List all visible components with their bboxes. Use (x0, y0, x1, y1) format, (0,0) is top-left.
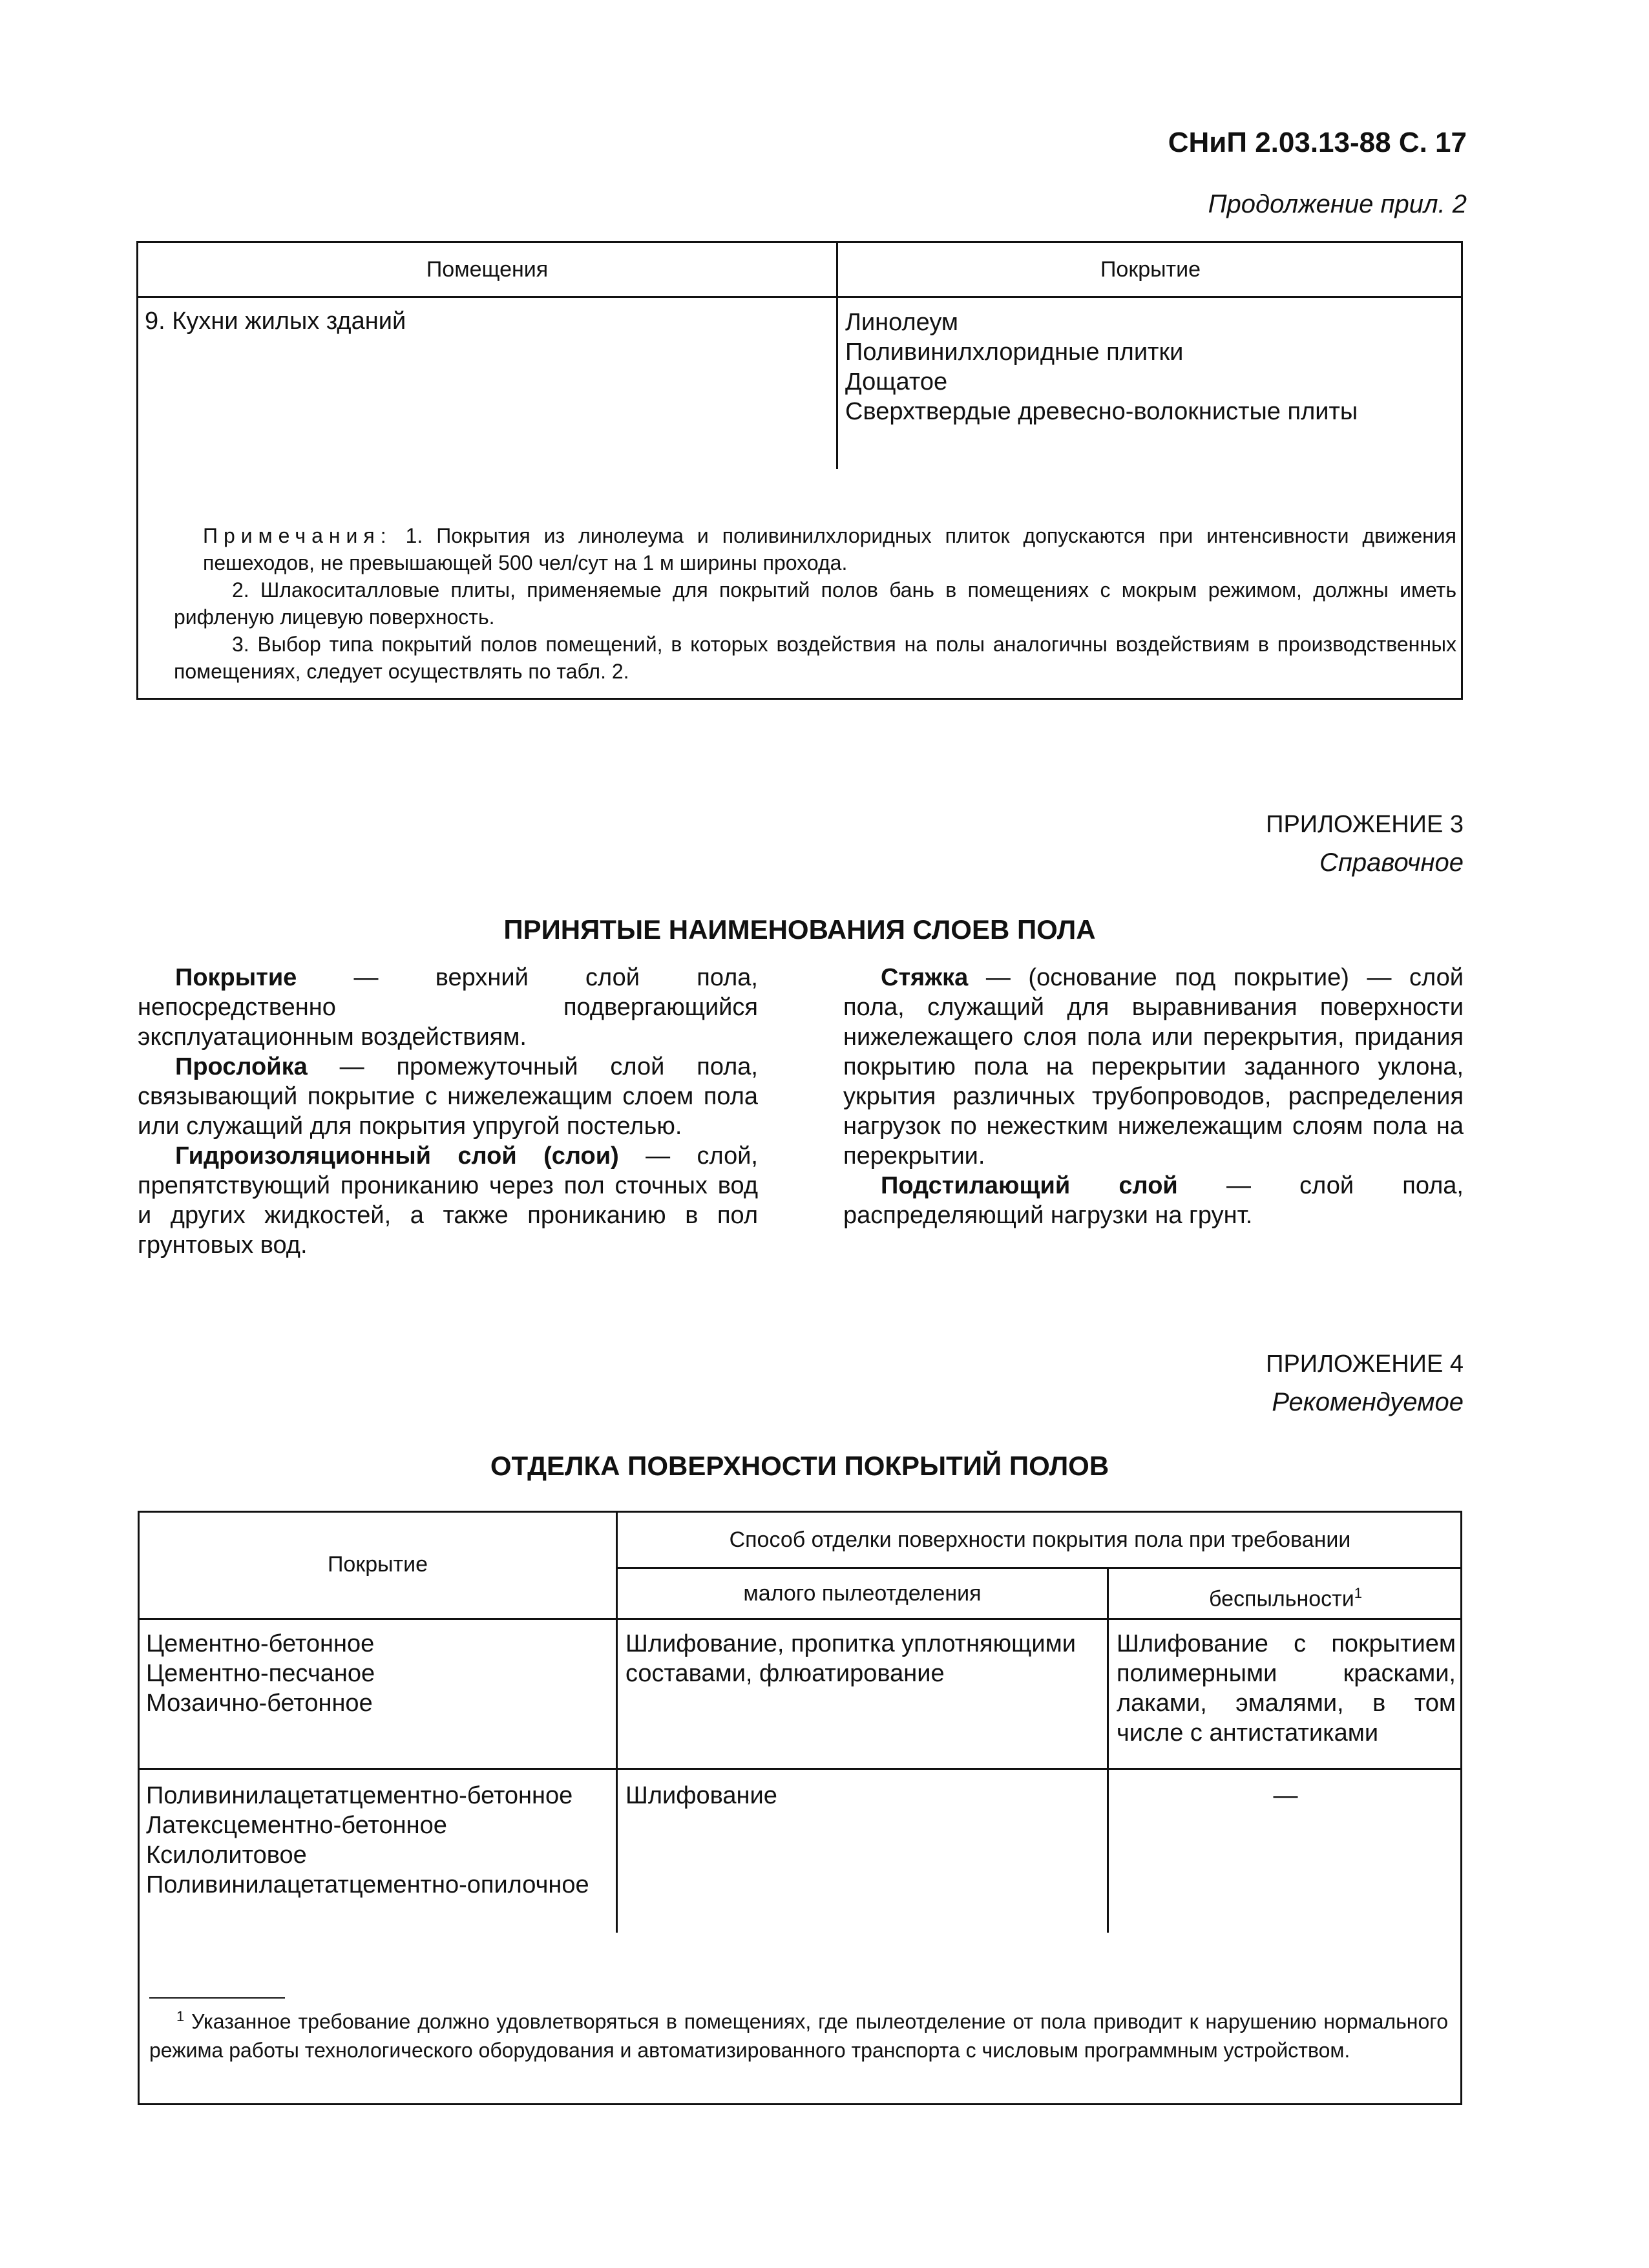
definition: — промежуточный слой пола, связывающий покрытие с нижележащим слоем пола или служащий для покрытия упругой постелью. (138, 1053, 758, 1140)
header-rooms: Помещения (426, 257, 549, 282)
header-finish-method: Способ отделки поверхности покрытия пола при требовании (729, 1528, 1351, 1552)
term: Подстилающий слой (881, 1172, 1178, 1199)
header-low-dust: малого пылеотделения (743, 1581, 982, 1606)
table-notes (174, 522, 1456, 685)
term-paragraph (843, 1171, 1464, 1230)
continuation-label: Продолжение прил. 2 (1208, 190, 1467, 218)
dustless-cell: — (1273, 1782, 1298, 1809)
covering-item: Поливинилацетатцементно-бетонное (146, 1782, 573, 1809)
footnote-mark: 1 (176, 2008, 185, 2024)
appendix4-label: ПРИЛОЖЕНИЕ 4 (1266, 1350, 1464, 1378)
note-3: 3. Выбор типа покрытий полов помещений, в которых воздействия на полы аналогичны воздействиям в производственных помещениях, следует осуществлять по табл. 2. (174, 633, 1456, 683)
notes-label: Примечания: (203, 524, 392, 547)
term: Гидроизоляционный слой (слои) (175, 1142, 619, 1170)
covering-item: Сверхтвердые древесно-волокнистые плиты (845, 398, 1358, 425)
note-1: 1. Покрытия из линолеума и поливинилхлоридных плиток допускаются при интенсивности движения пешеходов, не превышающей 500 чел/сут на 1 м ширины прохода. (203, 524, 1457, 574)
covering-item: Цементно-бетонное (146, 1630, 375, 1657)
covering-item: Поливинилацетатцементно-опилочное (146, 1871, 589, 1898)
definition: — верхний слой пола, непосредственно подвергающийся эксплуатационным воздействиям. (138, 964, 758, 1051)
term: Стяжка (881, 964, 969, 991)
definition: — слой, препятствующий прониканию через пол сточных вод и других жидкостей, а также прониканию в пол грунтовых вод. (138, 1142, 758, 1259)
row-divider (140, 1768, 1460, 1770)
term-paragraph (843, 963, 1464, 1171)
covering-cell (845, 308, 1358, 426)
header-dustless: беспыльности$^1$ (1209, 1585, 1362, 1612)
covering-item: Ксилолитовое (146, 1842, 307, 1869)
footnote-mark: 1 (1354, 1585, 1362, 1601)
term-paragraph (138, 1141, 758, 1260)
covering-item: Мозаично-бетонное (146, 1690, 373, 1717)
covering-cell (146, 1781, 614, 1900)
footnote: $^1$ Указанное требование должно удовлетворяться в помещениях, где пылеотделение от пола приводит к нарушению нормального режима работы технологического оборудования и автоматизированного транспорта с числовым программным устройством. (149, 2008, 1449, 2062)
appendix3-label: ПРИЛОЖЕНИЕ 3 (1266, 811, 1464, 838)
term: Прослойка (175, 1053, 308, 1080)
appendix4-kind: Рекомендуемое (1272, 1388, 1464, 1416)
document-code: СНиП 2.03.13-88 С. 17 (1168, 127, 1467, 158)
term-paragraph (138, 963, 758, 1052)
coverings-table (136, 241, 1463, 700)
covering-item: Поливинилхлоридные плитки (845, 339, 1184, 366)
dustless-cell: Шлифование с покрытием полимерными красками, лаками, эмалями, в том числе с антистатиками (1117, 1630, 1456, 1747)
covering-cell (146, 1629, 611, 1718)
room-cell: 9. Кухни жилых зданий (145, 308, 406, 335)
surface-finish-table (138, 1511, 1462, 2105)
left-column (138, 963, 758, 1260)
header-covering: Покрытие (1100, 257, 1201, 282)
covering-item: Линолеум (845, 309, 959, 336)
appendix3-title: ПРИНЯТЫЕ НАИМЕНОВАНИЯ СЛОЕВ ПОЛА (503, 914, 1096, 945)
covering-item: Латексцементно-бетонное (146, 1812, 447, 1839)
footnote-rule (149, 1997, 285, 1999)
definition: — (основание под покрытие) — слой пола, служащий для выравнивания поверхности нижележащего слоя пола или перекрытия, придания покрытию пола на перекрытии заданного уклона, укрытия различных трубопроводов, распределения нагрузок по нежестким нижележащим слоям пола на перекрытии. (843, 964, 1464, 1170)
header-covering: Покрытие (327, 1552, 428, 1577)
low-dust-cell: Шлифование (625, 1782, 777, 1809)
term: Покрытие (175, 964, 297, 991)
appendix3-kind: Справочное (1319, 848, 1464, 877)
header-divider (138, 296, 1461, 298)
definition: — слой пола, распределяющий нагрузки на грунт. (843, 1172, 1464, 1229)
covering-item: Дощатое (845, 368, 948, 395)
appendix4-title: ОТДЕЛКА ПОВЕРХНОСТИ ПОКРЫТИЙ ПОЛОВ (490, 1451, 1109, 1481)
term-paragraph (138, 1052, 758, 1141)
note-2: 2. Шлакоситалловые плиты, применяемые для покрытий полов бань в помещениях с мокрым режимом, должны иметь рифленую лицевую поверхность. (174, 578, 1456, 629)
covering-item: Цементно-песчаное (146, 1660, 375, 1687)
right-column (843, 963, 1464, 1230)
low-dust-cell: Шлифование, пропитка уплотняющими составами, флюатирование (625, 1630, 1076, 1687)
